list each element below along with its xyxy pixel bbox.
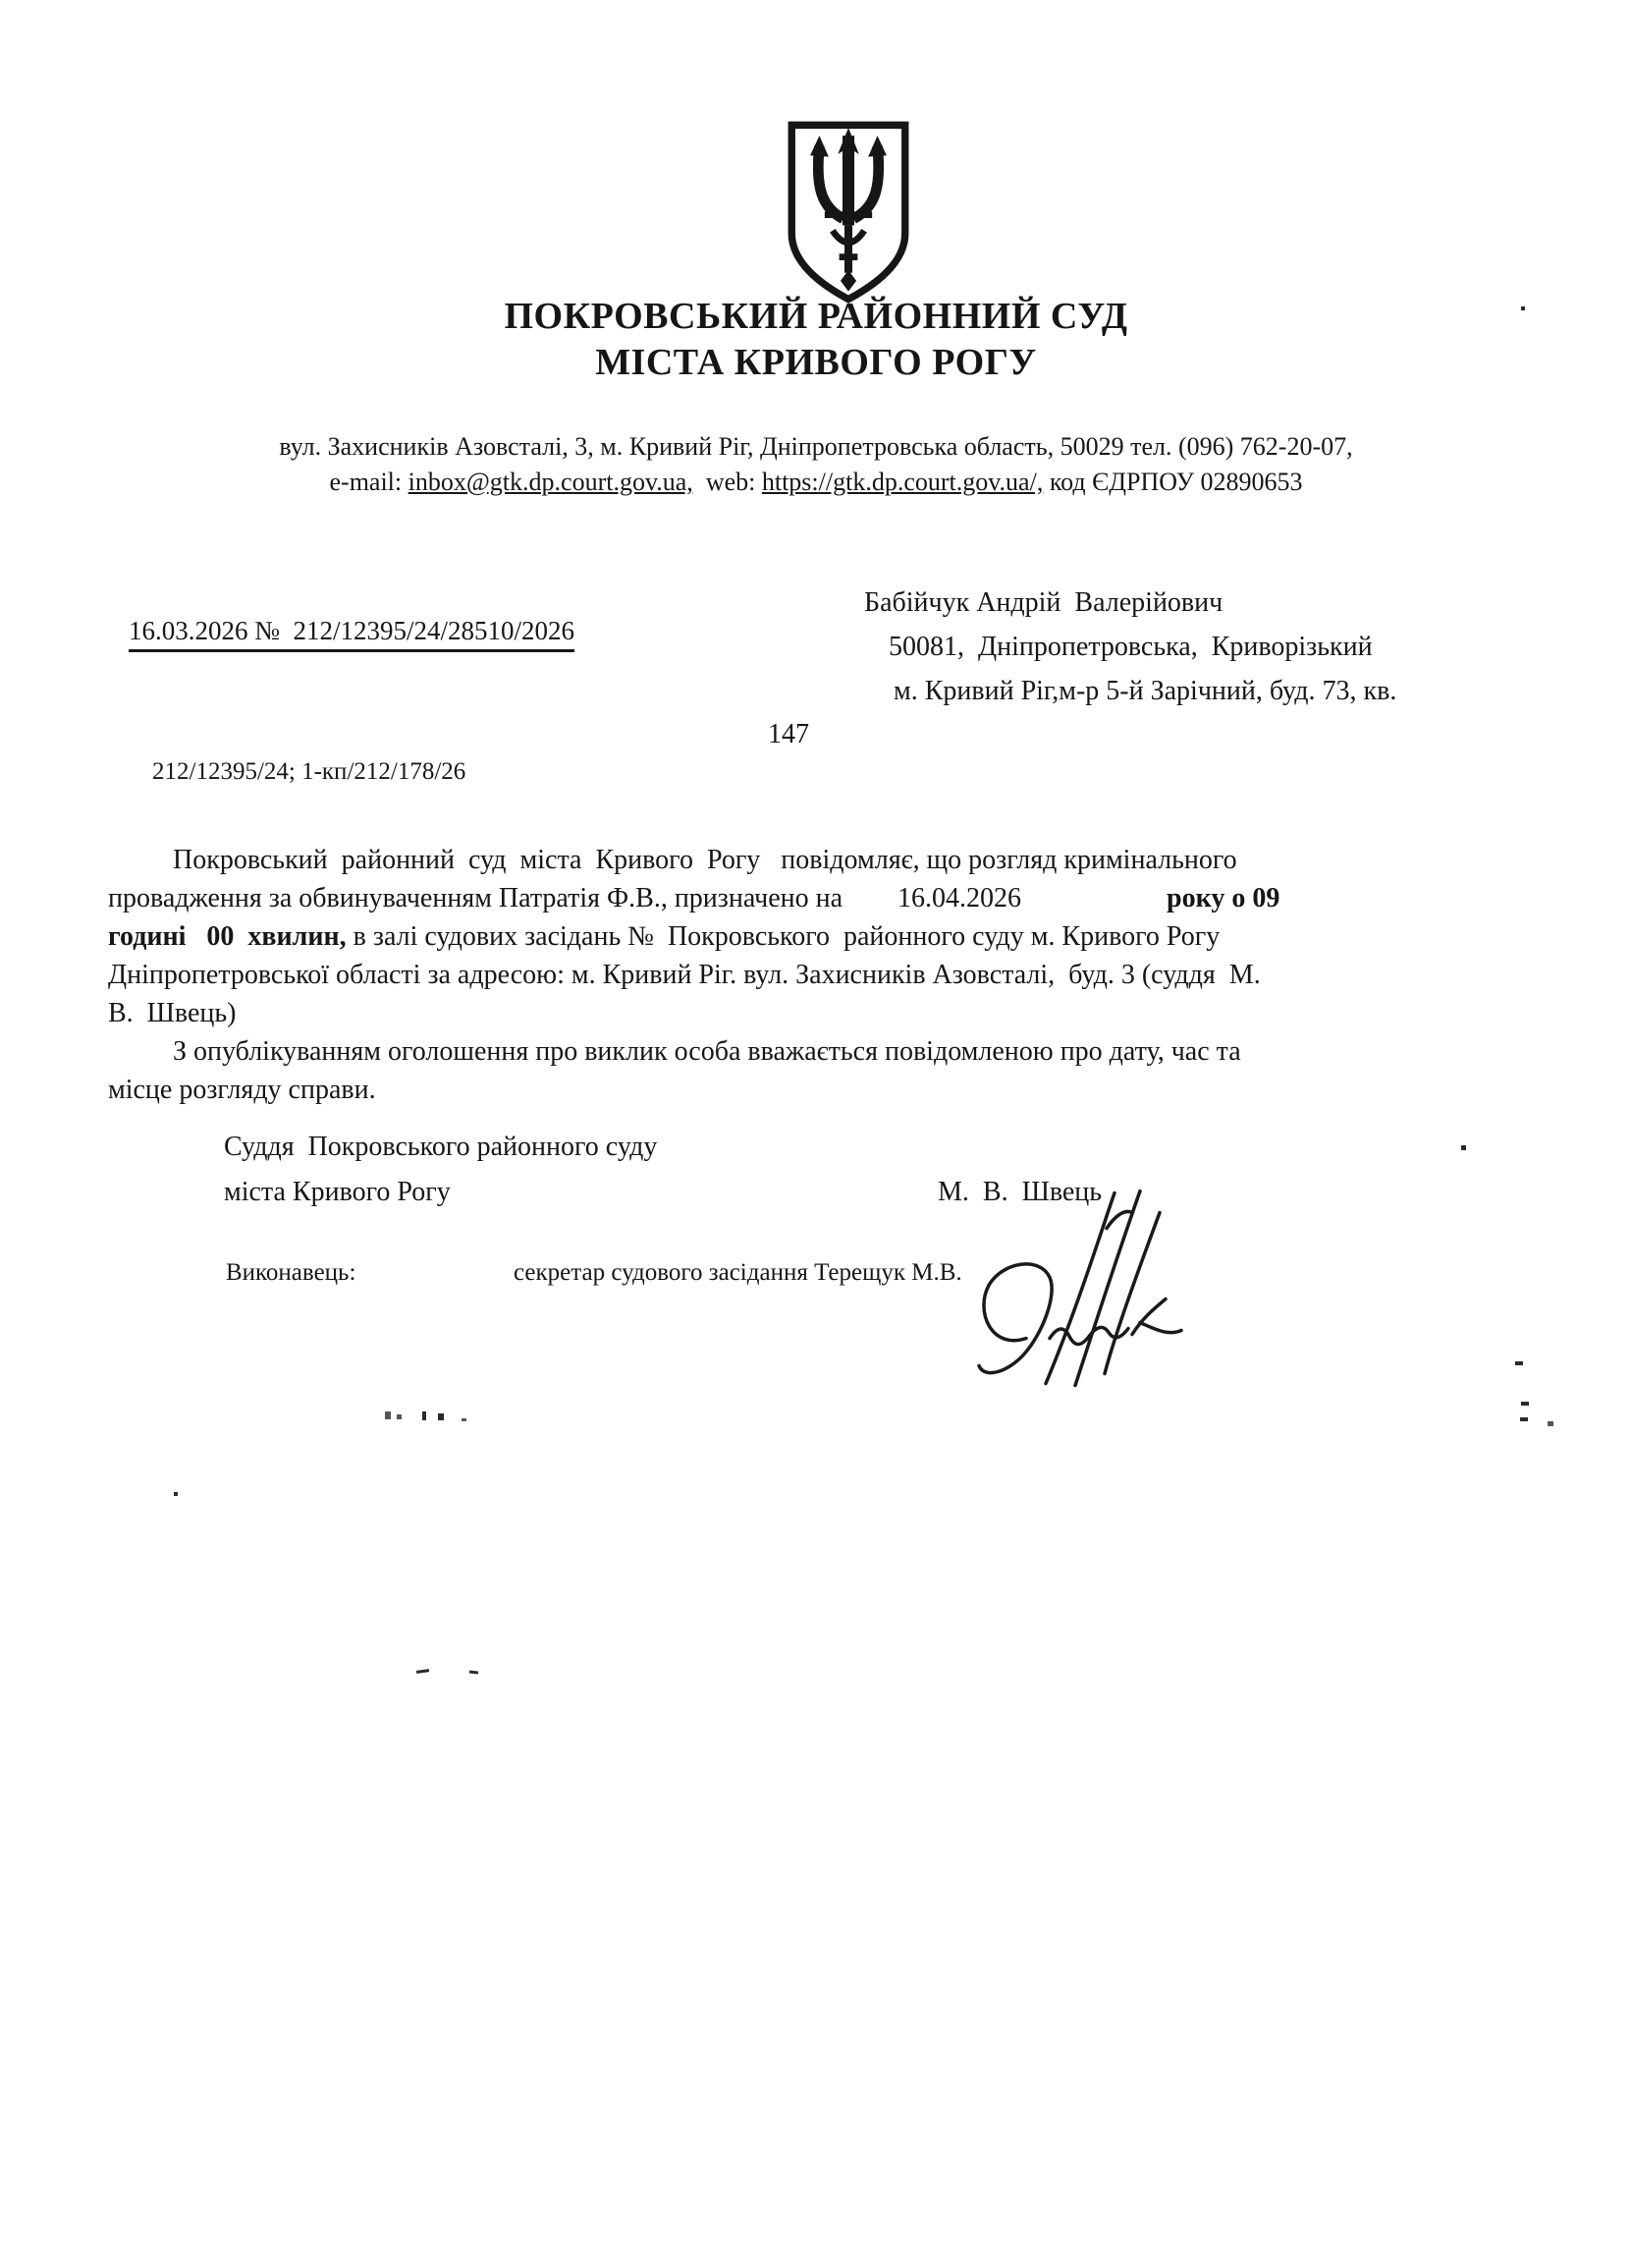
scan-speck bbox=[438, 1413, 444, 1420]
judge-name: М. В. Швець bbox=[938, 1177, 1103, 1207]
scan-speck bbox=[1548, 1421, 1553, 1426]
email-label: e-mail: bbox=[329, 468, 408, 496]
handwritten-signature bbox=[967, 1189, 1203, 1390]
trident-emblem-icon bbox=[782, 120, 915, 304]
court-address-line: вул. Захисників Азовсталі, 3, м. Кривий Ріг, Дніпропетровська область, 50029 тел. (096) 762-20-07, bbox=[279, 432, 1353, 461]
body-line: Дніпропетровської області за адресою: м. Кривий Ріг. вул. Захисників Азовсталі, буд. 3 (суддя М. bbox=[108, 960, 1261, 990]
scan-speck bbox=[1521, 1402, 1529, 1406]
court-contacts-line bbox=[63, 466, 1569, 499]
body-text-segment: в залі судових засідань № Покровського районного суду м. Кривого Рогу bbox=[346, 921, 1221, 952]
body-line bbox=[108, 917, 1542, 956]
body-line: місце розгляду справи. bbox=[108, 1075, 376, 1105]
email-text: inbox@gtk.dp.court.gov.ua, bbox=[408, 468, 693, 496]
court-title-line1: ПОКРОВСЬКИЙ РАЙОННИЙ СУД bbox=[504, 296, 1128, 337]
scan-speck bbox=[174, 1492, 178, 1496]
scan-speck bbox=[385, 1411, 391, 1419]
scan-speck bbox=[1461, 1145, 1466, 1150]
scan-speck bbox=[1520, 1417, 1528, 1421]
outgoing-date-number: 16.03.2026 № 212/12395/24/28510/2026 bbox=[129, 616, 574, 652]
scan-speck bbox=[469, 1671, 478, 1675]
scan-speck bbox=[1521, 306, 1525, 310]
outgoing-reference bbox=[102, 585, 574, 677]
executor-label: Виконавець: bbox=[226, 1259, 356, 1286]
scan-speck bbox=[397, 1414, 402, 1419]
case-numbers: 212/12395/24; 1-кп/212/178/26 bbox=[152, 758, 466, 785]
judge-title-line2: міста Кривого Рогу bbox=[224, 1177, 451, 1207]
letter-body bbox=[108, 841, 1542, 1109]
web-label: web: bbox=[692, 468, 762, 496]
judge-title-line1: Суддя Покровського районного суду bbox=[224, 1132, 658, 1162]
court-title-line2: МІСТА КРИВОГО РОГУ bbox=[595, 342, 1037, 383]
web-url-text: https://gtk.dp.court.gov.ua/, bbox=[761, 468, 1044, 496]
recipient-apartment-number: 147 bbox=[768, 719, 809, 749]
recipient-address-line1: 50081, Дніпропетровська, Криворізький bbox=[889, 632, 1373, 662]
recipient-address-line2: м. Кривий Ріг,м-р 5-й Зарічний, буд. 73, кв. bbox=[894, 676, 1397, 706]
scan-speck bbox=[422, 1411, 426, 1420]
body-line: В. Швець) bbox=[108, 998, 237, 1028]
scan-speck bbox=[416, 1669, 429, 1674]
scan-speck bbox=[1515, 1361, 1523, 1365]
recipient-name: Бабійчук Андрій Валерійович bbox=[864, 587, 1224, 618]
body-line: З опублікуванням оголошення про виклик особа вважається повідомленою про дату, час та bbox=[173, 1036, 1241, 1067]
hearing-date-bold: року о 09 bbox=[1167, 883, 1280, 913]
body-line bbox=[108, 879, 1542, 917]
edrpou-code: код ЄДРПОУ 02890653 bbox=[1043, 468, 1303, 496]
scan-speck bbox=[462, 1418, 466, 1421]
body-line: Покровський районний суд міста Кривого Рогу повідомляє, що розгляд кримінального bbox=[173, 845, 1237, 875]
hearing-time-bold: годині 00 хвилин, bbox=[108, 921, 347, 952]
body-text-segment: провадження за обвинуваченням Патратія Ф.В., призначено на 16.04.2026 bbox=[108, 883, 1022, 913]
executor-name: секретар судового засідання Терещук М.В. bbox=[514, 1259, 962, 1286]
